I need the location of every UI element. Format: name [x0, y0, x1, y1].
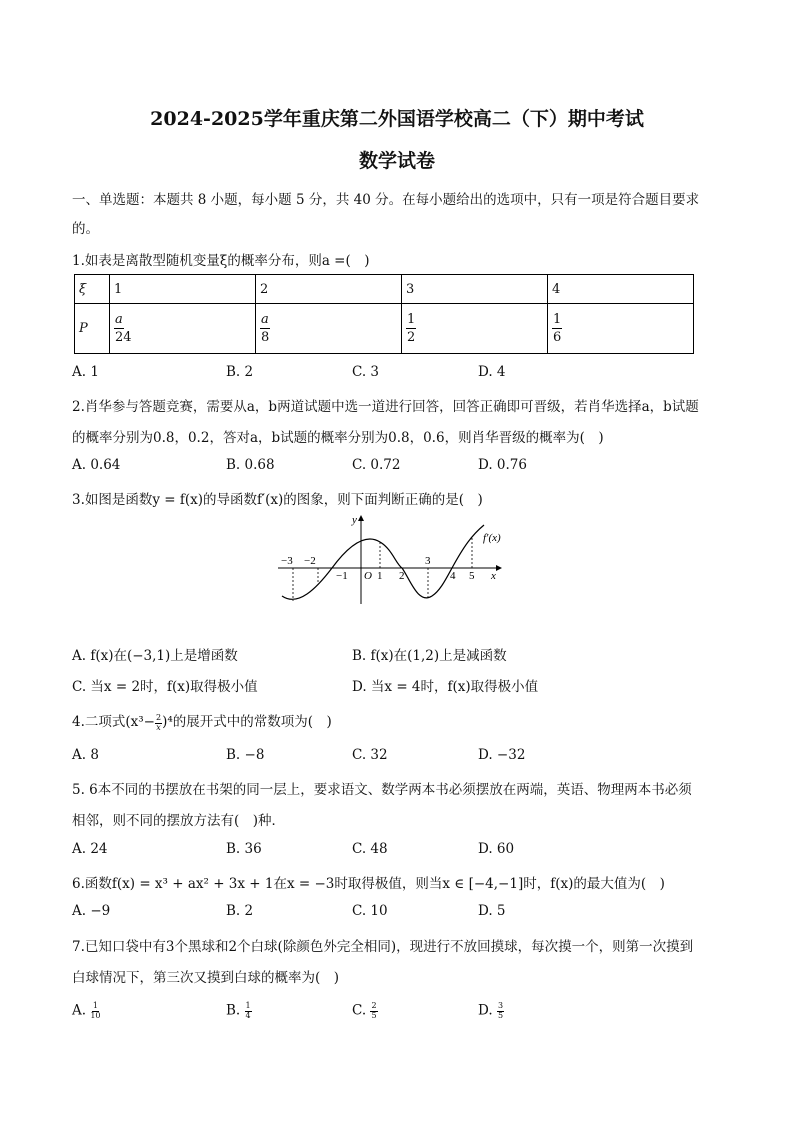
- page-title: 2024-2025学年重庆第二外国语学校高二（下）期中考试: [150, 108, 644, 130]
- frac-denominator: 5: [497, 1011, 504, 1020]
- frac-numerator: 1: [92, 1001, 98, 1010]
- q5-line2: 相邻，则不同的摆放方法有( )种．: [72, 813, 286, 829]
- q1-option-d: D. 4: [478, 364, 506, 380]
- table-cell: [256, 304, 402, 354]
- x-label: x: [491, 570, 496, 582]
- table-row: [75, 275, 694, 304]
- frac-denominator: 8: [261, 330, 270, 345]
- frac-numerator: a: [115, 312, 123, 327]
- q4-frac-den: x: [156, 722, 161, 732]
- q6-option-d: D. 5: [478, 903, 506, 919]
- table-cell: P: [75, 304, 110, 354]
- table-cell: [110, 304, 256, 354]
- table-cell: 3: [402, 275, 548, 304]
- frac-denominator: 6: [553, 330, 562, 345]
- q6-stem: 6.函数f(x) = x³ + ax² + 3x + 1在x = −3时取得极值，则当x ∈ [−4,−1]时，f(x)的最大值为( ): [72, 876, 665, 892]
- q3-option-b: B. f(x)在(1,2)上是减函数: [352, 648, 507, 664]
- curve-label: f′(x): [483, 532, 501, 544]
- frac-denominator: 4: [245, 1011, 251, 1020]
- section-intro-line2: 的。: [72, 221, 99, 237]
- table-cell: ξ: [75, 275, 110, 304]
- q2-option-d: D. 0.76: [478, 457, 527, 473]
- q4-option-d: D. −32: [478, 747, 526, 763]
- frac-denominator: 5: [371, 1011, 377, 1020]
- q7-line1: 7.已知口袋中有3个黑球和2个白球(除颜色外完全相同)，现进行不放回摸球，每次摸一个，则第一次摸到: [72, 939, 694, 955]
- q7-option-b: [226, 1002, 252, 1020]
- tick-label: −1: [336, 570, 348, 582]
- page-subtitle: 数学试卷: [358, 150, 435, 172]
- table-cell: 2: [256, 275, 402, 304]
- q6-option-a: A. −9: [72, 903, 111, 919]
- q1-option-c: C. 3: [352, 364, 380, 380]
- table-cell: 1: [110, 275, 256, 304]
- q4-option-a: A. 8: [72, 747, 99, 763]
- q4-frac-num: 2: [155, 712, 162, 722]
- q7-option-d: [478, 1002, 504, 1020]
- q7-line2: 白球情况下，第三次又摸到白球的概率为( ): [72, 970, 340, 986]
- q6-option-c: C. 10: [352, 903, 388, 919]
- q4-option-c: C. 32: [352, 747, 388, 763]
- frac-numerator: 1: [245, 1001, 251, 1010]
- q5-option-b: B. 36: [226, 841, 262, 857]
- option-label: A.: [72, 1002, 91, 1019]
- option-label: D.: [478, 1002, 497, 1019]
- frac-numerator: 2: [371, 1001, 377, 1010]
- y-label: y: [352, 514, 357, 526]
- frac-numerator: a: [261, 312, 269, 327]
- frac-denominator: 10: [90, 1011, 101, 1020]
- q3-stem: 3.如图是函数y = f(x)的导函数f′(x)的图象，则下面判断正确的是( ): [72, 492, 483, 508]
- q3-option-d: D. 当x = 4时，f(x)取得极小值: [352, 679, 539, 695]
- x-axis-arrow: [496, 565, 502, 571]
- frac-numerator: 3: [497, 1001, 504, 1010]
- q5-option-c: C. 48: [352, 841, 388, 857]
- tick-label: −2: [304, 555, 316, 567]
- tick-label: 1: [377, 570, 383, 582]
- option-label: C.: [352, 1002, 371, 1019]
- q2-line2: 的概率分别为0.8，0.2，答对a，b试题的概率分别为0.8，0.6，则肖华晋级的概率为( ): [72, 430, 604, 446]
- q4-stem: [72, 710, 332, 732]
- y-axis-arrow: [358, 515, 364, 521]
- origin-label: O: [364, 570, 372, 582]
- q2-option-b: B. 0.68: [226, 457, 275, 473]
- q1-stem: 1.如表是离散型随机变量ξ的概率分布，则a =( ): [72, 253, 370, 269]
- q5-option-d: D. 60: [478, 841, 515, 857]
- q4-stem-prefix: 4.二项式(x³−: [72, 714, 155, 730]
- tick-label: −3: [281, 555, 293, 567]
- q6-option-b: B. 2: [226, 903, 254, 919]
- tick-label: 2: [399, 570, 405, 582]
- frac-denominator: 2: [407, 330, 416, 345]
- q5-line1: 5. 6本不同的书摆放在书架的同一层上，要求语文、数学两本书必须摆放在两端，英语、物理两本书必须: [72, 782, 692, 798]
- q3-option-a: A. f(x)在(−3,1)上是增函数: [72, 648, 238, 664]
- q1-option-a: A. 1: [72, 364, 99, 380]
- table-row: [75, 304, 694, 354]
- q7-option-a: [72, 1002, 101, 1020]
- q3-option-c: C. 当x = 2时，f(x)取得极小值: [72, 679, 258, 695]
- q7-option-c: [352, 1002, 378, 1020]
- frac-numerator: 1: [553, 312, 562, 327]
- probability-table: [74, 274, 694, 354]
- tick-label: 3: [425, 555, 431, 567]
- tick-label: 4: [450, 570, 456, 582]
- table-cell: [548, 304, 694, 354]
- q2-option-a: A. 0.64: [72, 457, 121, 473]
- q5-option-a: A. 24: [72, 841, 108, 857]
- frac-denominator: 24: [115, 330, 132, 345]
- q4-stem-suffix: )⁴的展开式中的常数项为( ): [162, 714, 332, 730]
- section-intro-line1: 一、单选题：本题共 8 小题，每小题 5 分，共 40 分。在每小题给出的选项中，只有一项是符合题目要求: [72, 192, 700, 208]
- option-label: B.: [226, 1002, 245, 1019]
- q2-line1: 2.肖华参与答题竞赛，需要从a，b两道试题中选一道进行回答，回答正确即可晋级，若肖华选择a，b试题: [72, 399, 699, 415]
- tick-label: 5: [469, 570, 475, 582]
- q4-option-b: B. −8: [226, 747, 265, 763]
- frac-numerator: 1: [407, 312, 416, 327]
- table-cell: [402, 304, 548, 354]
- q2-option-c: C. 0.72: [352, 457, 401, 473]
- table-cell: 4: [548, 275, 694, 304]
- q1-option-b: B. 2: [226, 364, 254, 380]
- derivative-graph: [268, 509, 508, 609]
